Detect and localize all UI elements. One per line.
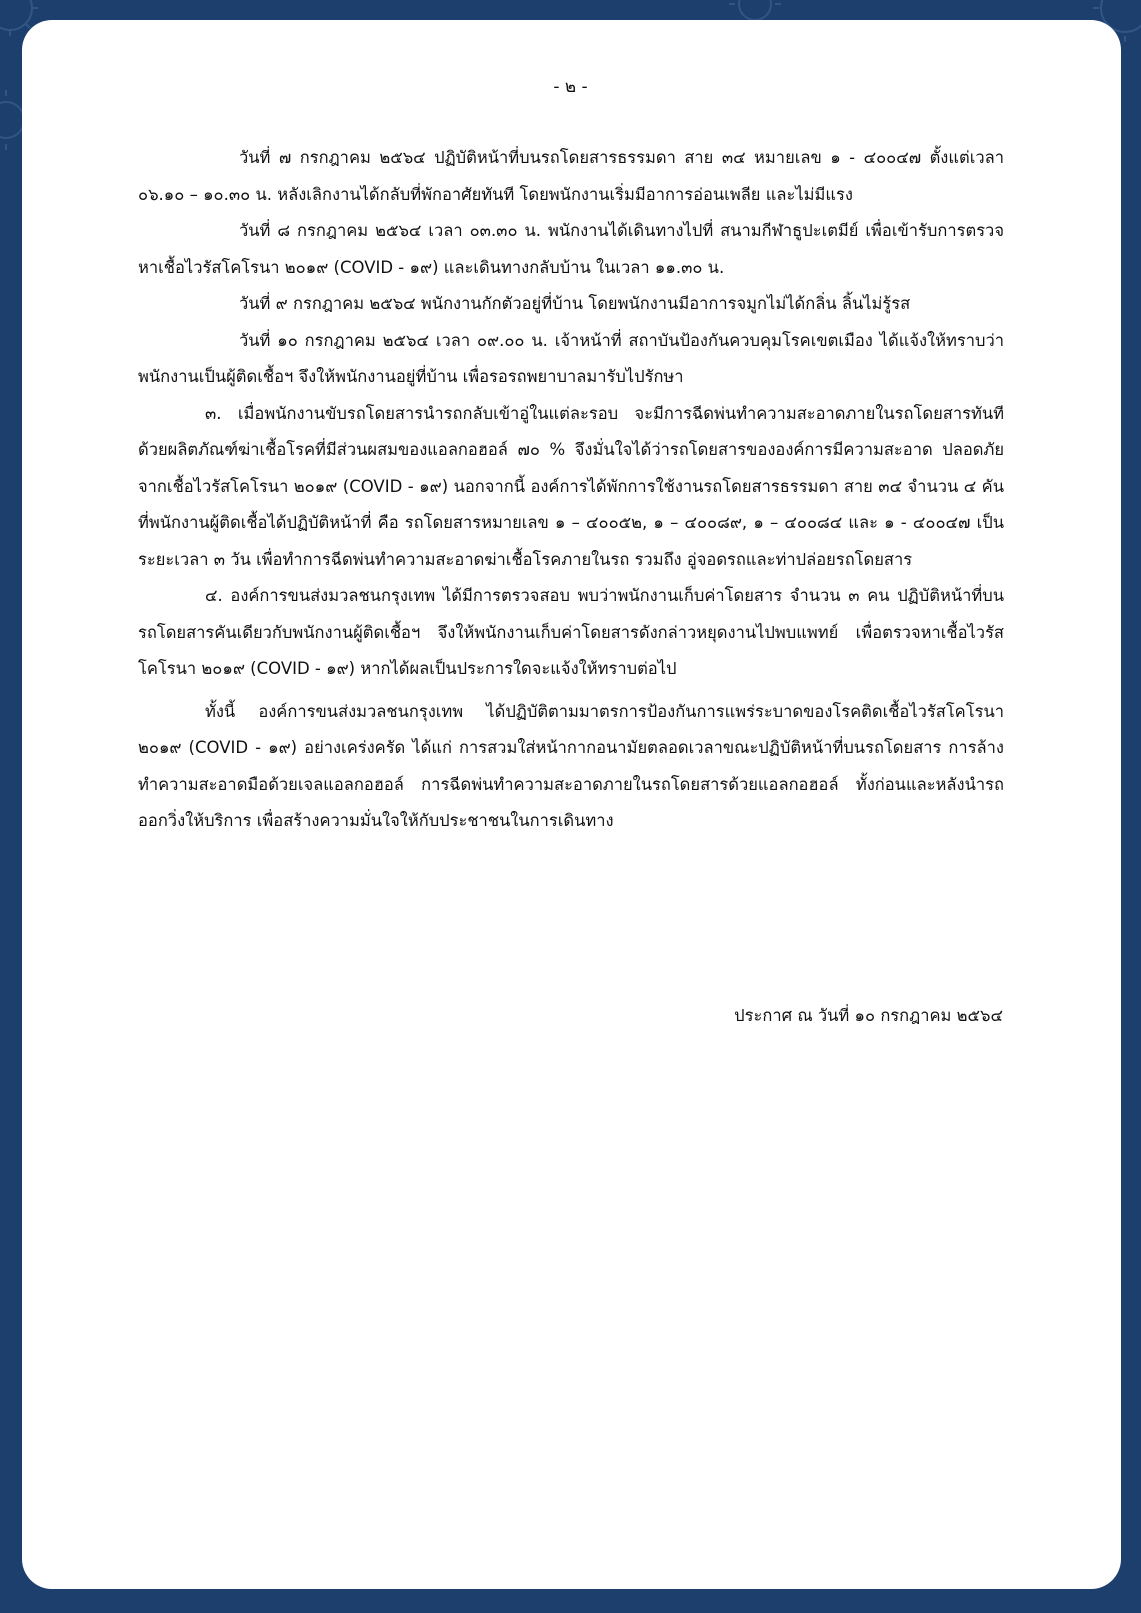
document-body bbox=[138, 140, 1004, 840]
paragraph-summary: ทั้งนี้ องค์การขนส่งมวลชนกรุงเทพ ได้ปฏิบัติตามมาตรการป้องกันการแพร่ระบาดของโรคติดเชื้อไวรัสโคโรนา ๒๐๑๙ (COVID - ๑๙) อย่างเคร่งครัด ได้แก่ การสวมใส่หน้ากากอนามัยตลอดเวลาขณะปฏิบัติหน้าที่บนรถโดยสาร การล้างทำความสะอาดมือด้วยเจลแอลกอฮอล์ การฉีดพ่นทำความสะอาดภายในรถโดยสารด้วยแอลกอฮอล์ ทั้งก่อนและหลังนำรถออกวิ่งให้บริการ เพื่อสร้างความมั่นใจให้กับประชาชนในการเดินทาง bbox=[138, 701, 1004, 830]
page-number: - ๒ - bbox=[553, 77, 588, 97]
paragraph-july-10: วันที่ ๑๐ กรกฎาคม ๒๕๖๔ เวลา ๐๙.๐๐ น. เจ้าหน้าที่ สถาบันป้องกันควบคุมโรคเขตเมือง ได้แจ้งให้ทราบว่า พนักงานเป็นผู้ติดเชื้อฯ จึงให้พนักงานอยู่ที่บ้าน เพื่อรอรถพยาบาลมารับไปรักษา bbox=[138, 330, 1004, 386]
paragraph-july-8: วันที่ ๘ กรกฎาคม ๒๕๖๔ เวลา ๐๓.๓๐ น. พนักงานได้เดินทางไปที่ สนามกีฬาธูปะเตมีย์ เพื่อเข้ารับการตรวจหาเชื้อไวรัสโคโรนา ๒๐๑๙ (COVID - ๑๙) และเดินทางกลับบ้าน ในเวลา ๑๑.๓๐ น. bbox=[138, 221, 1004, 277]
announcement-date: ประกาศ ณ วันที่ ๑๐ กรกฎาคม ๒๕๖๔ bbox=[734, 1006, 1003, 1025]
paragraph-july-7: วันที่ ๗ กรกฎาคม ๒๕๖๔ ปฏิบัติหน้าที่บนรถโดยสารธรรมดา สาย ๓๔ หมายเลข ๑ - ๔๐๐๔๗ ตั้งแต่เวลา ๐๖.๑๐ – ๑๐.๓๐ น. หลังเลิกงานได้กลับที่พักอาศัยทันที โดยพนักงานเริ่มมีอาการอ่อนเพลีย และไม่มีแรง bbox=[138, 148, 1004, 204]
paragraph-item-4: ๔. องค์การขนส่งมวลชนกรุงเทพ ได้มีการตรวจสอบ พบว่าพนักงานเก็บค่าโดยสาร จำนวน ๓ คน ปฏิบัติหน้าที่บนรถโดยสารคันเดียวกับพนักงานผู้ติดเชื้อฯ จึงให้พนักงานเก็บค่าโดยสารดังกล่าวหยุดงานไปพบแพทย์ เพื่อตรวจหาเชื้อไวรัสโคโรนา ๒๐๑๙ (COVID - ๑๙) หากได้ผลเป็นประการใดจะแจ้งให้ทราบต่อไป bbox=[138, 586, 1004, 678]
paragraph-july-9: วันที่ ๙ กรกฎาคม ๒๕๖๔ พนักงานกักตัวอยู่ที่บ้าน โดยพนักงานมีอาการจมูกไม่ได้กลิ่น ลิ้นไม่รู้รส bbox=[239, 294, 911, 313]
paragraph-item-3: ๓. เมื่อพนักงานขับรถโดยสารนำรถกลับเข้าอู่ในแต่ละรอบ จะมีการฉีดพ่นทำความสะอาดภายในรถโดยสารทันทีด้วยผลิตภัณฑ์ฆ่าเชื้อโรคที่มีส่วนผสมของแอลกอฮอล์ ๗๐ % จึงมั่นใจได้ว่ารถโดยสารขององค์การมีความสะอาด ปลอดภัยจากเชื้อไวรัสโคโรนา ๒๐๑๙ (COVID - ๑๙) นอกจากนี้ องค์การได้พักการใช้งานรถโดยสารธรรมดา สาย ๓๔ จำนวน ๔ คัน ที่พนักงานผู้ติดเชื้อได้ปฏิบัติหน้าที่ คือ รถโดยสารหมายเลข ๑ – ๔๐๐๕๒, ๑ – ๔๐๐๘๙, ๑ – ๔๐๐๘๔ และ ๑ - ๔๐๐๔๗ เป็นระยะเวลา ๓ วัน เพื่อทำการฉีดพ่นทำความสะอาดฆ่าเชื้อโรคภายในรถ รวมถึง อู่จอดรถและท่าปล่อยรถโดยสาร bbox=[138, 403, 1004, 569]
